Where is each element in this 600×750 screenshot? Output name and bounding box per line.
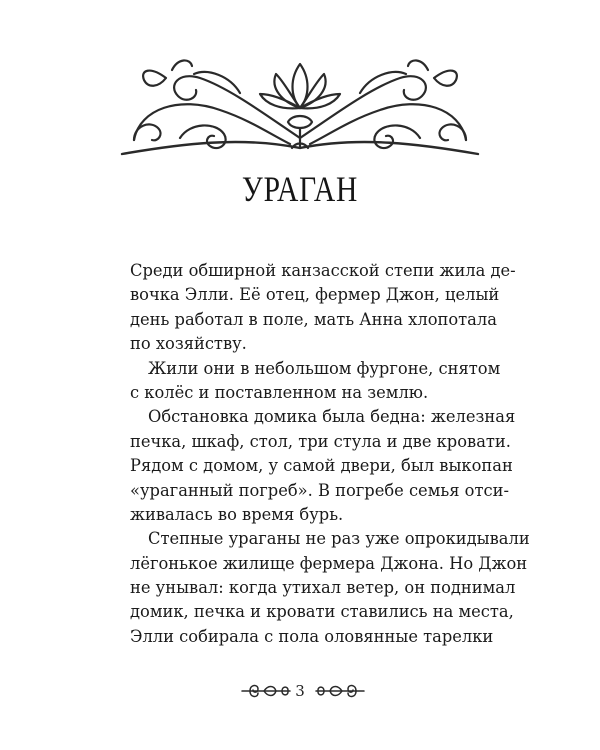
text-line: лёгонькое жилище фермера Джона. Но Джон xyxy=(130,553,528,573)
page-footer xyxy=(0,680,600,706)
text-line: «ураганный погреб». В погребе семья отси- xyxy=(130,480,509,500)
text-line: Жили они в небольшом фургоне, снятом xyxy=(148,358,501,378)
text-line: по хозяйству. xyxy=(130,334,247,354)
text-line: домик, печка и кровати ставились на места, xyxy=(130,602,514,622)
text-line: не унывал: когда утихал ветер, он поднимал xyxy=(130,578,516,598)
flourish-right-icon xyxy=(314,680,366,702)
page-number: 3 xyxy=(295,682,305,700)
text-line: Степные ураганы не раз уже опрокидывали xyxy=(148,529,530,549)
chapter-title: УРАГАН xyxy=(241,169,359,209)
text-line: вочка Элли. Её отец, фермер Джон, целый xyxy=(130,285,500,305)
scroll-ornament-icon xyxy=(120,48,480,156)
text-line: с колёс и поставленном на землю. xyxy=(130,382,429,402)
body-text xyxy=(130,259,530,649)
text-line: Рядом с домом, у самой двери, был выкопан xyxy=(130,456,513,476)
text-line: Обстановка домика была бедна: железная xyxy=(148,407,516,427)
text-line: Среди обширной канзасской степи жила де- xyxy=(130,261,516,280)
text-line: печка, шкаф, стол, три стула и две кровати. xyxy=(130,431,511,451)
text-line: Элли собирала с пола оловянные тарелки xyxy=(130,626,494,646)
text-line: день работал в поле, мать Анна хлопотала xyxy=(130,309,497,329)
text-line: живалась во время бурь. xyxy=(130,504,344,524)
